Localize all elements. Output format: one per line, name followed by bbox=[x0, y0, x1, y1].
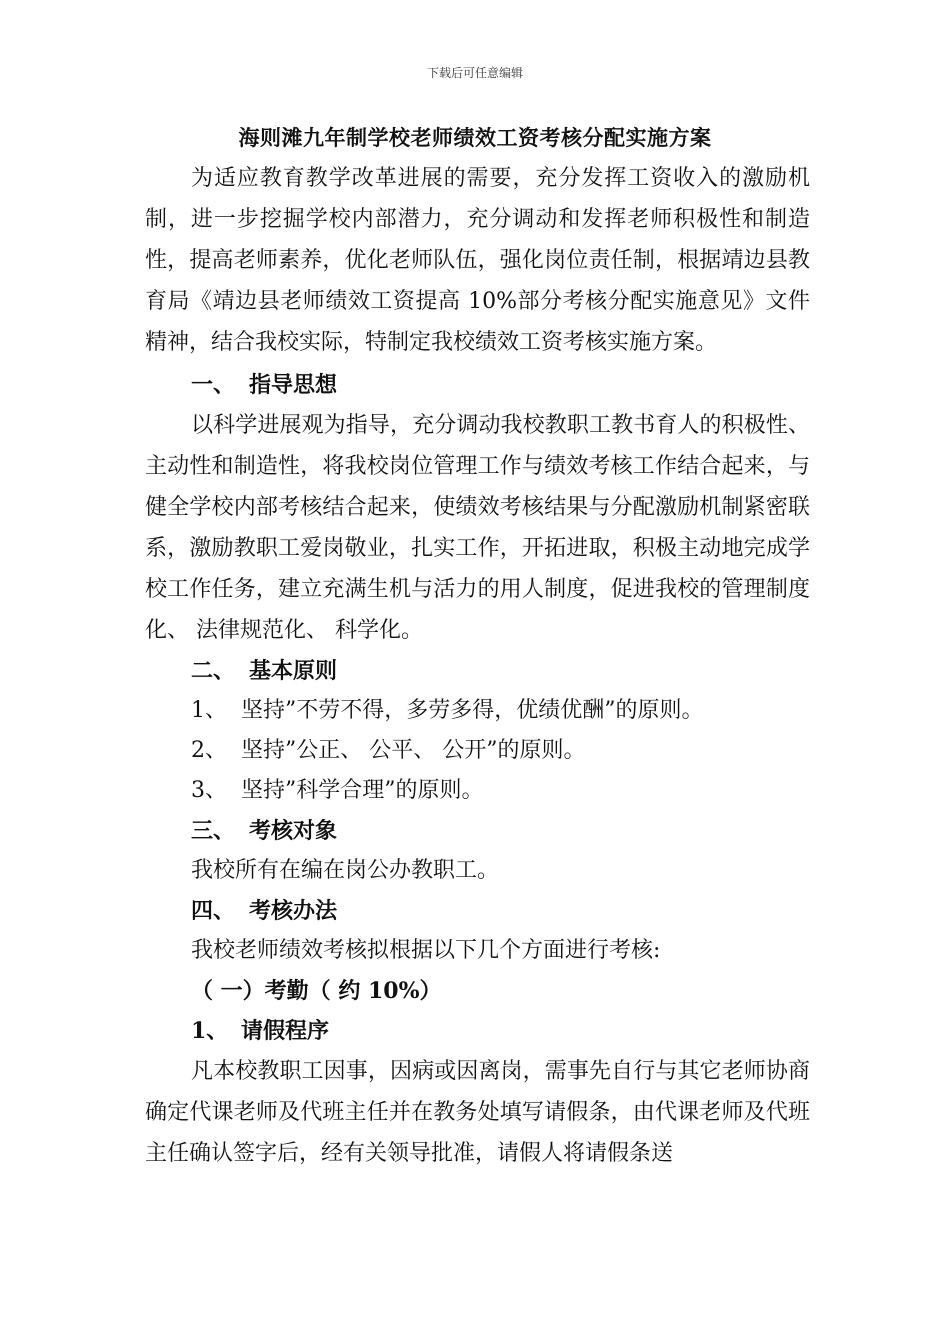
item-title: 请假程序 bbox=[241, 1018, 330, 1044]
list-number: 3、 bbox=[191, 778, 227, 803]
principle-item bbox=[145, 731, 810, 771]
list-number: 1、 bbox=[191, 698, 227, 723]
principle-item bbox=[145, 771, 810, 811]
section-heading-4 bbox=[145, 891, 810, 931]
principle-text: 坚持”不劳不得，多劳多得，优绩优酬”的原则。 bbox=[241, 698, 704, 723]
section-heading-2 bbox=[145, 651, 810, 691]
assessment-method-text: 我校老师绩效考核拟根据以下几个方面进行考核: bbox=[191, 938, 661, 963]
subsection-heading: （ 一）考勤（ 约 10%） bbox=[191, 978, 442, 1004]
leave-procedure-paragraph: 凡本校教职工因事，因病或因离岗，需事先自行与其它老师协商确定代课老师及代班主任并在教务处填写请假条，由代课老师及代班主任确认签字后，经有关领导批准，请假人将请假条送 bbox=[145, 1059, 810, 1166]
intro-paragraph: 为适应教育教学改革进展的需要，充分发挥工资收入的激励机制，进一步挖掘学校内部潜力，充分调动和发挥老师积极性和制造性，提高老师素养，优化老师队伍，强化岗位责任制，根据靖边县教育局《靖边县老师绩效工资提高 10%部分考核分配实施意见》文件精神，结合我校实际，特制定我校绩效工资考核实施方案。 bbox=[145, 166, 810, 355]
section-title: 指导思想 bbox=[249, 372, 338, 398]
principle-text: 坚持”科学合理”的原则。 bbox=[241, 778, 484, 803]
section-heading-3 bbox=[145, 811, 810, 851]
assessment-target-text: 我校所有在编在岗公办教职工。 bbox=[191, 858, 500, 883]
list-number: 1、 bbox=[191, 1018, 229, 1044]
section-heading-1 bbox=[145, 365, 810, 405]
section-title: 基本原则 bbox=[249, 658, 338, 684]
header-note: 下载后可任意编辑 bbox=[426, 66, 523, 80]
list-number: 2、 bbox=[191, 738, 227, 763]
guiding-thought-paragraph: 以科学进展观为指导，充分调动我校教职工教书育人的积极性、 主动性和制造性，将我校岗位管理工作与绩效考核工作结合起来，与健全学校内部考核结合起来，使绩效考核结果与分配激励机制紧密联系，激励教职工爱岗敬业，扎实工作，开拓进取，积极主动地完成学校工作任务，建立充满生机与活力的用人制度，促进我校的管理制度化、 法律规范化、 科学化。 bbox=[145, 413, 810, 643]
principle-item bbox=[145, 691, 810, 731]
section-number: 一、 bbox=[191, 372, 236, 398]
principle-text: 坚持”公正、 公平、 公开”的原则。 bbox=[241, 738, 586, 763]
item-heading bbox=[145, 1011, 810, 1051]
section-number: 四、 bbox=[191, 898, 236, 924]
document-title: 海则滩九年制学校老师绩效工资考核分配实施方案 bbox=[238, 125, 712, 150]
section-title: 考核对象 bbox=[249, 818, 338, 844]
section-number: 二、 bbox=[191, 658, 236, 684]
section-title: 考核办法 bbox=[249, 898, 338, 924]
document-body bbox=[145, 158, 810, 1174]
section-number: 三、 bbox=[191, 818, 236, 844]
